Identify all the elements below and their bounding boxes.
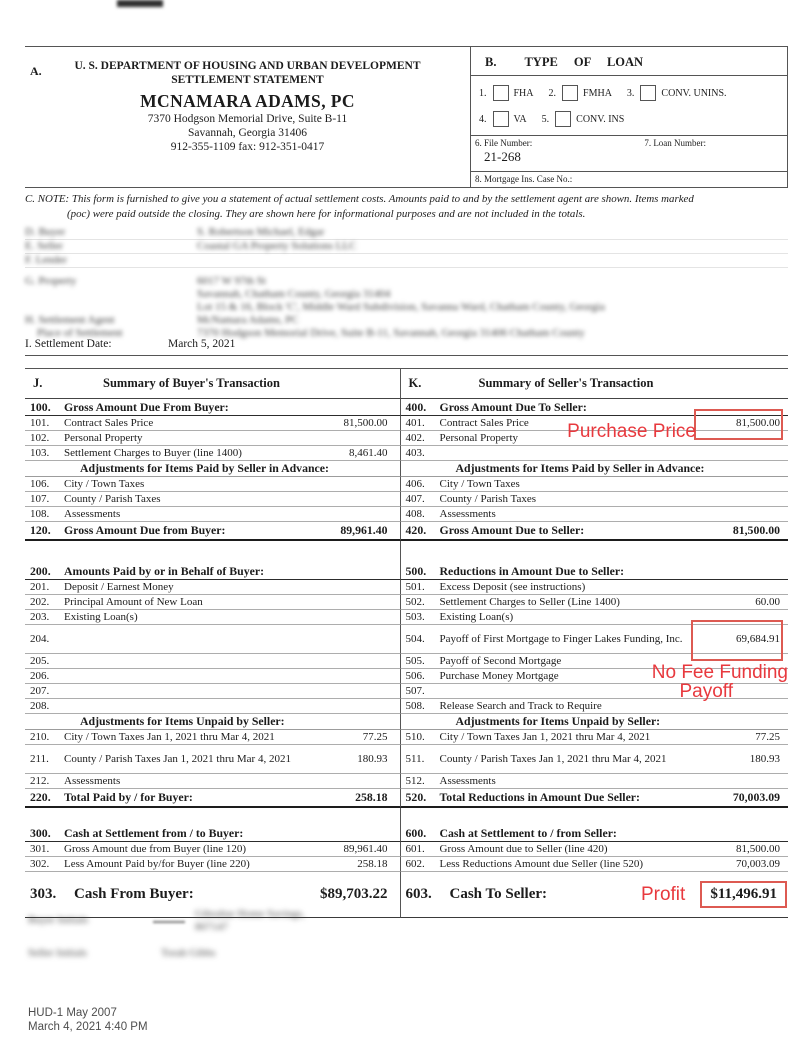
- party-row: [25, 314, 788, 340]
- line-amount: 81,500.00: [732, 523, 780, 537]
- line-amount: $89,703.22: [320, 886, 388, 902]
- line-label: Cash at Settlement from / to Buyer:: [64, 825, 244, 840]
- signature-dash: [153, 921, 185, 923]
- firm-header: [25, 60, 470, 154]
- buyer-cell: [25, 684, 401, 699]
- line-label: Existing Loan(s): [439, 610, 514, 623]
- ledger-row: [25, 492, 788, 507]
- ledger-row: [25, 662, 788, 684]
- ledger-row: [25, 541, 788, 563]
- line-number: 108.: [30, 508, 50, 520]
- buyer-cell: [25, 477, 401, 492]
- lender-name-line-1: Gibraltar Home Savings,: [195, 908, 305, 920]
- line-number: 500.: [405, 563, 427, 578]
- line-number: 120.: [30, 523, 51, 537]
- section-letter: K.: [408, 376, 422, 390]
- ledger-row: [25, 699, 788, 714]
- type-of-loan-title-row: [471, 47, 787, 76]
- line-number: 207.: [30, 685, 50, 697]
- seller-cell: [401, 461, 788, 477]
- seller-cell: [401, 714, 788, 730]
- annotation-payoff: Payoff: [679, 681, 733, 702]
- seller-cell: [401, 699, 788, 714]
- checkbox-label: FHA: [513, 87, 534, 99]
- checkbox-item: [549, 85, 612, 101]
- loan-checkbox-row-1: [479, 80, 787, 106]
- ledger-row: [25, 446, 788, 461]
- line-amount: 69,684.91: [736, 633, 780, 645]
- line-number: 301.: [30, 843, 50, 855]
- line-number: 102.: [30, 432, 50, 444]
- file-number-label: 6. File Number:: [475, 138, 533, 148]
- buyer-initials-blur: Buyer Initials: [28, 914, 89, 926]
- party-row: [25, 254, 788, 268]
- party-value-line: 6017 W 97th St: [197, 275, 266, 287]
- line-number: 403.: [405, 447, 425, 459]
- settlement-note: [25, 187, 788, 221]
- line-number: 503.: [405, 611, 425, 623]
- line-amount: 8,461.40: [349, 447, 388, 459]
- loan-checkbox-area: [471, 76, 787, 136]
- ledger-row: [25, 825, 788, 842]
- line-number: 603.: [405, 886, 432, 902]
- line-number: 601.: [405, 843, 425, 855]
- line-number: 602.: [405, 858, 425, 870]
- seller-cell: [401, 808, 788, 825]
- ledger-row: [25, 842, 788, 857]
- line-label: Total Paid by / for Buyer:: [64, 790, 193, 805]
- section-a-box: [25, 47, 470, 188]
- line-label: Gross Amount Due From Buyer:: [64, 399, 229, 414]
- line-label: Gross Amount Due to Seller:: [439, 523, 585, 538]
- line-label: Gross Amount Due To Seller:: [439, 399, 587, 414]
- settlement-date-value: March 5, 2021: [168, 338, 236, 350]
- buyer-cell: [25, 563, 401, 580]
- ledger-row: [25, 681, 788, 702]
- seller-cell: [401, 774, 788, 789]
- buyer-cell: [25, 610, 401, 625]
- mortgage-case-label: 8. Mortgage Ins. Case No.:: [475, 174, 573, 184]
- file-loan-number-row: [471, 136, 787, 172]
- party-row: [25, 240, 788, 254]
- line-label: County / Parish Taxes: [439, 492, 537, 505]
- file-number-value: 21-268: [484, 149, 521, 164]
- summary-ledger: [25, 368, 788, 918]
- line-label: Less Reductions Amount due Seller (line 520): [439, 857, 643, 870]
- line-number: 211.: [30, 753, 49, 765]
- lender-name-line-2: 807147: [195, 921, 228, 933]
- line-label: Assessments: [64, 774, 121, 787]
- checkbox-num: 2.: [548, 87, 557, 99]
- line-number: 202.: [30, 596, 50, 608]
- type-of-loan-box: [470, 47, 788, 188]
- line-label: Cash at Settlement to / from Seller:: [439, 825, 617, 840]
- party-label: F. Lender: [25, 254, 67, 266]
- loan-number-cell: [639, 136, 787, 171]
- subheading: Adjustments for Items Unpaid by Seller:: [80, 714, 285, 728]
- line-amount: 77.25: [755, 731, 780, 743]
- line-number: 107.: [30, 493, 50, 505]
- ledger-row: [25, 595, 788, 610]
- checkbox: [640, 85, 656, 101]
- ledger-row: [25, 625, 788, 654]
- line-number: 505.: [405, 655, 425, 667]
- checkbox: [493, 85, 509, 101]
- annotation-purchase-price: Purchase Price: [567, 421, 696, 442]
- line-number: 220.: [30, 790, 51, 804]
- line-number: 520.: [405, 790, 427, 804]
- line-label: Gross Amount Due from Buyer:: [64, 523, 226, 538]
- line-number: 400.: [405, 399, 427, 414]
- line-label: Assessments: [439, 774, 496, 787]
- line-number: 201.: [30, 581, 50, 593]
- line-amount: 180.93: [357, 753, 388, 765]
- party-value-line: McNamara Adams, PC: [197, 314, 299, 326]
- line-number: 402.: [405, 432, 425, 444]
- line-label: Purchase Money Mortgage: [439, 669, 559, 682]
- page-footer: [28, 1006, 148, 1034]
- checkbox-label: VA: [513, 113, 527, 125]
- line-number: 401.: [405, 417, 425, 429]
- firm-address-2: Savannah, Georgia 31406: [188, 127, 307, 139]
- line-label: Excess Deposit (see instructions): [439, 580, 586, 593]
- buyer-cell: [25, 857, 401, 872]
- party-value: [197, 314, 585, 340]
- ledger-row: [25, 789, 788, 808]
- party-label: E. Seller: [25, 240, 63, 252]
- line-amount: 180.93: [749, 753, 780, 765]
- firm-name: MCNAMARA ADAMS, PC: [140, 91, 355, 111]
- section-title: Summary of Seller's Transaction: [478, 376, 654, 390]
- note-line-2: (poc) were paid outside the closing. They are shown here for informational purposes and are not included in the totals.: [67, 207, 586, 220]
- seller-initials-blur: Seller Initials: [28, 947, 87, 959]
- checkbox: [555, 111, 571, 127]
- line-label: Cash To Seller:: [449, 886, 548, 903]
- line-number: 512.: [405, 775, 425, 787]
- line-label: County / Parish Taxes Jan 1, 2021 thru Mar 4, 2021: [64, 752, 291, 765]
- party-value: [197, 240, 357, 253]
- checkbox-item: [479, 111, 527, 127]
- line-label: City / Town Taxes Jan 1, 2021 thru Mar 4, 2021: [64, 730, 275, 743]
- party-value: [197, 275, 605, 314]
- line-amount: 60.00: [755, 596, 780, 608]
- line-label: Amounts Paid by or in Behalf of Buyer:: [64, 563, 265, 578]
- line-label: City / Town Taxes: [64, 477, 145, 490]
- buyer-cell: [25, 507, 401, 522]
- dept-line-1: U. S. DEPARTMENT OF HOUSING AND URBAN DEVELOPMENT: [74, 60, 421, 72]
- signature-section: [28, 908, 305, 960]
- party-value-line: S. Robertson Michael, Edgar: [197, 226, 325, 238]
- line-number: 408.: [405, 508, 425, 520]
- party-label: G. Property: [25, 275, 77, 287]
- line-amount: 81,500.00: [736, 417, 780, 429]
- buyer-cell: [25, 580, 401, 595]
- line-label: Reductions in Amount Due to Seller:: [439, 563, 625, 578]
- checkbox-num: 5.: [541, 113, 550, 125]
- line-label: Settlement Charges to Buyer (line 1400): [64, 446, 242, 459]
- line-label: City / Town Taxes Jan 1, 2021 thru Mar 4, 2021: [439, 730, 651, 743]
- seller-cell: [401, 541, 788, 563]
- ledger-row: [25, 507, 788, 522]
- buyer-cell: [25, 825, 401, 842]
- party-label-line: H. Settlement Agent: [25, 314, 115, 326]
- line-label: Release Search and Track to Require: [439, 699, 602, 712]
- line-amount: 81,500.00: [736, 843, 780, 855]
- ledger-row: [25, 522, 788, 541]
- party-label-line: Place of Settlement: [37, 327, 123, 339]
- line-amount: 258.18: [357, 858, 388, 870]
- line-number: 511.: [405, 753, 425, 765]
- line-number: 504.: [405, 633, 425, 645]
- checkbox: [493, 111, 509, 127]
- buyer-cell: [25, 774, 401, 789]
- checkbox-label: CONV. UNINS.: [661, 87, 727, 99]
- footer-form-version: HUD-1 May 2007: [28, 1007, 117, 1019]
- line-number: 106.: [30, 478, 50, 490]
- buyer-cell: [25, 669, 401, 684]
- checkbox-num: 4.: [479, 113, 487, 125]
- line-number: 407.: [405, 493, 425, 505]
- party-label: [25, 314, 197, 340]
- seller-cell: [401, 681, 788, 702]
- ledger-row: [25, 857, 788, 872]
- buyer-cell: [25, 492, 401, 507]
- seller-cell: [401, 446, 788, 461]
- line-number: 208.: [30, 700, 50, 712]
- firm-address-1: 7370 Hodgson Memorial Drive, Suite B-11: [147, 113, 348, 125]
- seller-cell: [401, 625, 788, 654]
- ledger-row: [25, 730, 788, 745]
- buyer-cell: [25, 541, 401, 563]
- buyer-cell: [25, 714, 401, 730]
- ledger-row: [25, 399, 788, 416]
- checkbox-num: 3.: [626, 87, 635, 99]
- buyer-cell: [25, 842, 401, 857]
- line-label: County / Parish Taxes Jan 1, 2021 thru Mar 4, 2021: [439, 752, 667, 765]
- line-number: 508.: [405, 700, 425, 712]
- line-label: Cash From Buyer:: [74, 886, 194, 903]
- buyer-cell: [25, 654, 401, 669]
- line-label: Payoff of Second Mortgage: [439, 654, 562, 667]
- line-amount: 81,500.00: [343, 417, 388, 429]
- seller-cell: [401, 563, 788, 580]
- lender-name-blur: [195, 908, 305, 934]
- section-title: Summary of Buyer's Transaction: [103, 376, 280, 390]
- checkbox: [562, 85, 578, 101]
- line-number: 212.: [30, 775, 50, 787]
- line-number: 100.: [30, 399, 51, 414]
- seller-cell: [401, 399, 788, 416]
- line-label: Personal Property: [64, 431, 143, 444]
- section-a-label: A.: [30, 64, 42, 78]
- closer-name-blur: Torah Gibbs: [161, 947, 216, 959]
- line-number: 101.: [30, 417, 50, 429]
- line-number: 200.: [30, 563, 51, 578]
- subheading: Adjustments for Items Paid by Seller in Advance:: [80, 461, 329, 475]
- seller-cell: [401, 857, 788, 872]
- line-amount: 70,003.09: [732, 790, 780, 804]
- line-number: 507.: [405, 685, 425, 697]
- seller-cell: [401, 745, 788, 774]
- line-amount: 70,003.09: [736, 858, 780, 870]
- buyer-cell: [25, 699, 401, 714]
- header-grid: [25, 46, 788, 188]
- ledger-row: [25, 477, 788, 492]
- line-label: Payoff of First Mortgage to Finger Lakes Funding, Inc.: [439, 632, 683, 645]
- line-number: 205.: [30, 655, 50, 667]
- line-number: 510.: [405, 731, 425, 743]
- line-number: 303.: [30, 886, 57, 902]
- checkbox-item: [542, 111, 625, 127]
- buyer-cell: [25, 369, 401, 399]
- line-label: Gross Amount due to Seller (line 420): [439, 842, 608, 855]
- ledger-row: [25, 461, 788, 477]
- line-label: Principal Amount of New Loan: [64, 595, 203, 608]
- buyer-cell: [25, 431, 401, 446]
- line-number: 103.: [30, 447, 50, 459]
- line-label: Existing Loan(s): [64, 610, 138, 623]
- ledger-row: [25, 563, 788, 580]
- buyer-cell: [25, 446, 401, 461]
- seller-cell: [401, 610, 788, 625]
- line-amount: 258.18: [355, 790, 388, 804]
- buyer-cell: [25, 416, 401, 431]
- checkbox-num: 1.: [479, 87, 487, 99]
- seller-cell: [401, 580, 788, 595]
- line-amount: 77.25: [362, 731, 388, 743]
- note-line-1: C. NOTE: This form is furnished to give you a statement of actual settlement costs. Amounts paid to and by the settlement agent are shown. Items marked: [25, 193, 694, 205]
- signature-row-2: [28, 947, 305, 960]
- line-amount: 89,961.40: [340, 523, 388, 537]
- buyer-cell: [25, 522, 401, 541]
- line-number: 506.: [405, 670, 425, 682]
- party-value-line: Savannah, Chatham County, Georgia 31404: [197, 288, 391, 300]
- ledger-row: [25, 369, 788, 399]
- seller-cell: [401, 492, 788, 507]
- section-letter: J.: [33, 376, 43, 390]
- line-label: Assessments: [439, 507, 496, 520]
- loan-checkbox-row-2: [479, 106, 787, 132]
- parties-section: [25, 226, 788, 340]
- line-label: Contract Sales Price: [439, 416, 529, 429]
- section-b-label: B.: [485, 55, 497, 69]
- party-value: [197, 226, 324, 239]
- party-row: [25, 226, 788, 240]
- line-number: 406.: [405, 478, 425, 490]
- dept-line-2: SETTLEMENT STATEMENT: [171, 73, 324, 86]
- seller-cell: [401, 522, 788, 541]
- seller-cell: [401, 825, 788, 842]
- party-value-line: Coastal GA Property Solutions LLC: [197, 240, 357, 252]
- buyer-cell: [25, 625, 401, 654]
- footer-timestamp: March 4, 2021 4:40 PM: [28, 1021, 148, 1033]
- ledger-row: [25, 808, 788, 825]
- ledger-row: [25, 580, 788, 595]
- file-number-cell: [471, 136, 639, 171]
- checkbox-item: [627, 85, 727, 101]
- scan-artifact: [117, 0, 163, 7]
- line-number: 600.: [405, 825, 427, 840]
- ledger-row: [25, 774, 788, 789]
- annotation-no-fee-funding: No Fee Funding: [651, 662, 788, 683]
- seller-cell: [401, 507, 788, 522]
- seller-cell: [401, 595, 788, 610]
- type-of-loan-title: TYPE OF LOAN: [524, 55, 644, 69]
- line-number: 204.: [30, 633, 50, 645]
- buyer-cell: [25, 399, 401, 416]
- ledger-row: [25, 610, 788, 625]
- checkbox-label: FMHA: [583, 87, 612, 99]
- firm-phone: 912-355-1109 fax: 912-351-0417: [170, 141, 325, 153]
- annotation-profit: Profit: [640, 883, 686, 905]
- subheading: Adjustments for Items Unpaid by Seller:: [455, 714, 661, 728]
- seller-cell: [401, 730, 788, 745]
- line-amount: $11,496.91: [700, 881, 787, 908]
- line-label: Gross Amount due from Buyer (line 120): [64, 842, 247, 855]
- buyer-cell: [25, 789, 401, 808]
- line-label: City / Town Taxes: [439, 477, 520, 490]
- line-label: Settlement Charges to Seller (Line 1400): [439, 595, 620, 608]
- ledger-row: [25, 714, 788, 730]
- line-number: 302.: [30, 858, 50, 870]
- signature-row-1: [28, 908, 305, 934]
- settlement-date-row: [25, 338, 788, 356]
- line-label: Assessments: [64, 507, 121, 520]
- line-label: Less Amount Paid by/for Buyer (line 220): [64, 857, 250, 870]
- line-amount: 89,961.40: [343, 843, 388, 855]
- subheading: Adjustments for Items Paid by Seller in Advance:: [455, 461, 705, 475]
- line-number: 206.: [30, 670, 50, 682]
- party-label: D. Buyer: [25, 226, 66, 238]
- buyer-cell: [25, 808, 401, 825]
- buyer-cell: [25, 461, 401, 477]
- buyer-cell: [25, 595, 401, 610]
- line-number: 420.: [405, 523, 427, 537]
- party-value-line: 7370 Hodgson Memorial Drive, Suite B-11, Savannah, Georgia 31406 Chatham County: [197, 327, 585, 339]
- seller-cell: [401, 842, 788, 857]
- buyer-cell: [25, 730, 401, 745]
- buyer-cell: [25, 745, 401, 774]
- line-label: County / Parish Taxes: [64, 492, 161, 505]
- line-label: Total Reductions in Amount Due Seller:: [439, 790, 640, 805]
- checkbox-label: CONV. INS: [576, 113, 625, 125]
- loan-number-label: 7. Loan Number:: [644, 138, 707, 148]
- line-number: 203.: [30, 611, 50, 623]
- seller-cell: [401, 369, 788, 399]
- party-value-line: Lot 15 & 16, Block 'C', Middle Ward Subdivision, Savanna Ward, Chatham County, Georgia: [197, 301, 605, 313]
- seller-cell: [401, 872, 788, 918]
- line-number: 501.: [405, 581, 425, 593]
- settlement-date-label: I. Settlement Date:: [25, 338, 112, 350]
- line-number: 300.: [30, 825, 51, 840]
- seller-cell: [401, 789, 788, 808]
- line-label: Deposit / Earnest Money: [64, 580, 174, 593]
- line-label: Contract Sales Price: [64, 416, 154, 429]
- seller-cell: [401, 477, 788, 492]
- line-label: Personal Property: [439, 431, 519, 444]
- line-number: 502.: [405, 596, 425, 608]
- party-row: [25, 275, 788, 314]
- ledger-row: [25, 745, 788, 774]
- line-number: 210.: [30, 731, 50, 743]
- checkbox-item: [479, 85, 534, 101]
